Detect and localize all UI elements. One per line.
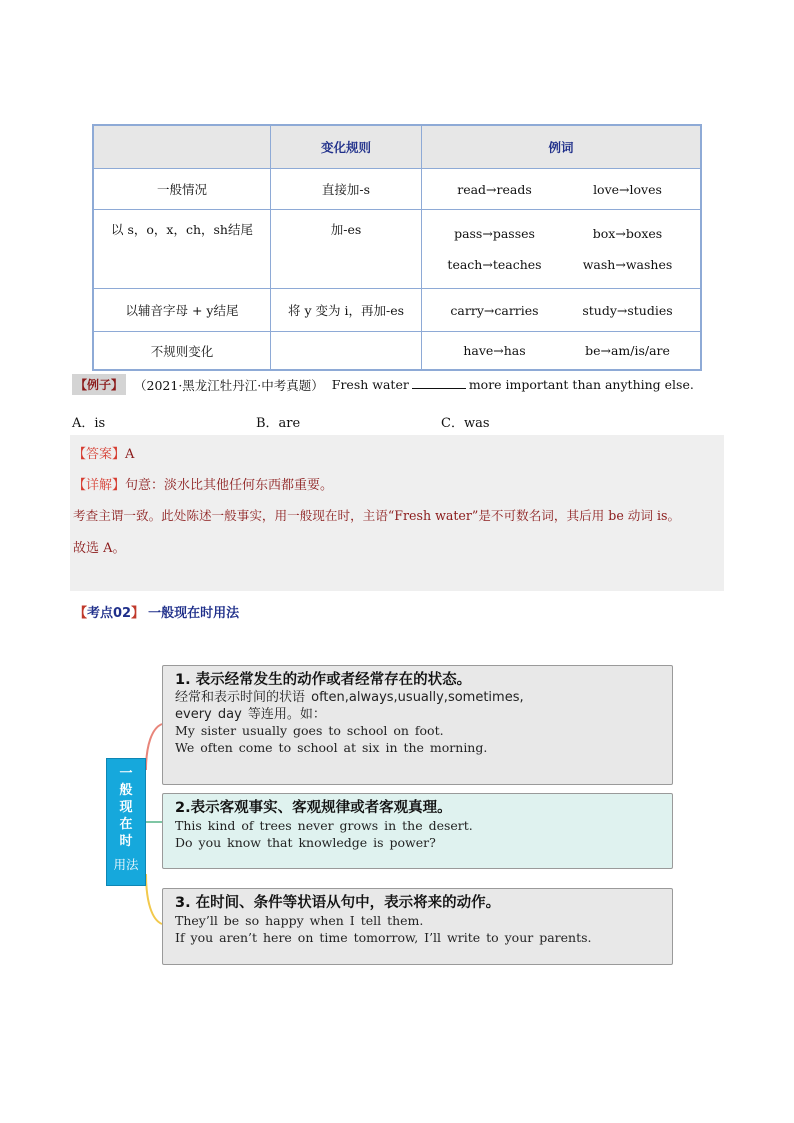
center-title	[107, 765, 145, 850]
table-cell-rule: 直接加-s	[271, 169, 422, 210]
center-char: 般	[119, 783, 133, 798]
example-source: （2021·黑龙江牡丹江·中考真题）	[134, 377, 324, 393]
center-char: 现	[119, 800, 133, 815]
branch-line-3	[146, 874, 162, 924]
usage-heading: 3. 在时间、条件等状语从句中，表示将来的动作。	[175, 895, 501, 911]
example-word: pass→passes	[454, 226, 535, 241]
example-tag: 【例子】	[72, 374, 126, 395]
detail-label: 【详解】	[73, 478, 126, 493]
option-a: A．is	[72, 416, 106, 431]
option-c: C．was	[441, 416, 490, 431]
mindmap-center-node	[106, 758, 146, 886]
table-cell-case: 一般情况	[93, 169, 271, 210]
section-bracket-open: 【	[74, 606, 88, 621]
section-title: 一般现在时用法	[148, 606, 240, 621]
usage-line: My sister usually goes to school on foot.	[175, 723, 444, 738]
table-header-cell: 例词	[422, 125, 702, 169]
center-char: 在	[119, 817, 133, 832]
question-before: Fresh water	[331, 377, 409, 392]
detail-text: 句意：淡水比其他任何东西都重要。	[125, 478, 334, 493]
table-cell-rule: 加-es	[271, 210, 422, 289]
example-word: love→loves	[593, 181, 662, 197]
section-code: 考点02	[87, 606, 132, 621]
usage-line: every day 等连用。如：	[175, 706, 326, 722]
explanation-line: 考查主谓一致。此处陈述一般事实，用一般现在时，主语“Fresh water”是不可数名词，其后用 be 动词 is。	[73, 508, 681, 523]
example-word: carry→carries	[450, 302, 539, 318]
center-subtitle: 用法	[113, 857, 139, 872]
center-char: 一	[119, 766, 133, 781]
table-cell-case: 不规则变化	[93, 332, 271, 371]
question-after: more important than anything else.	[468, 377, 694, 392]
example-word: box→boxes	[592, 226, 663, 241]
usage-line: They’ll be so happy when I tell them.	[175, 913, 424, 928]
conclusion-line: 故选 A。	[73, 541, 126, 556]
branch-line-1	[146, 724, 162, 770]
usage-box-3	[162, 888, 673, 965]
answer-label: 【答案】	[73, 447, 126, 462]
section-bracket-close: 】	[131, 606, 145, 621]
usage-line: 经常和表示时间的状语 often,always,usually,sometimes,	[175, 690, 524, 705]
table-cell-case: 以 s，o，x，ch，sh结尾	[93, 210, 271, 289]
usage-box-1	[162, 665, 673, 785]
usage-line: Do you know that knowledge is power?	[175, 834, 436, 850]
usage-heading: 2.表示客观事实、客观规律或者客观真理。	[175, 800, 452, 816]
table-header-cell: 变化规则	[271, 125, 422, 169]
option-b: B．are	[256, 416, 301, 431]
example-word: study→studies	[582, 302, 673, 318]
answer-value: A	[125, 447, 135, 462]
table-cell-rule: 将 y 变为 i，再加-es	[271, 289, 422, 332]
example-word: be→am/is/are	[585, 343, 670, 358]
usage-line: This kind of trees never grows in the desert.	[175, 818, 473, 833]
example-word: wash→washes	[582, 257, 673, 272]
example-word: read→reads	[457, 181, 532, 197]
usage-heading: 1. 表示经常发生的动作或者经常存在的状态。	[175, 672, 472, 688]
table-cell-case: 以辅音字母 + y结尾	[93, 289, 271, 332]
center-char: 时	[119, 834, 133, 849]
usage-line: We often come to school at six in the morning.	[175, 739, 488, 755]
usage-line: If you aren’t here on time tomorrow, I’ll write to your parents.	[175, 929, 592, 945]
example-word: have→has	[463, 343, 526, 358]
example-word: teach→teaches	[447, 257, 542, 272]
usage-box-2	[162, 793, 673, 869]
